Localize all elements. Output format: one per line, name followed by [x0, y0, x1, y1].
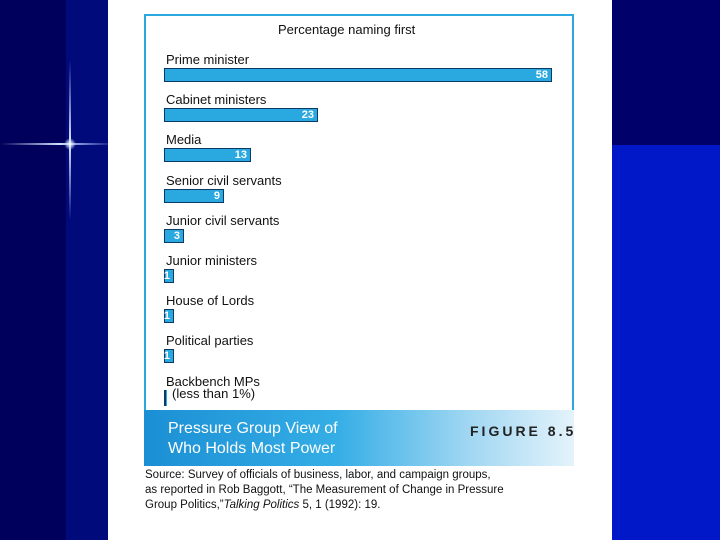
bar-value-political-parties: 1 [163, 350, 170, 362]
source-line-3-end: 5, 1 (1992): 19. [299, 499, 381, 511]
figure-title-line1: Pressure Group View of [168, 420, 338, 437]
source-citation [145, 468, 577, 513]
category-label-senior-civil-servants: Senior civil servants [166, 173, 282, 188]
backbench-note: (less than 1%) [172, 386, 256, 401]
bar-junior-ministers [164, 269, 174, 283]
category-label-cabinet-ministers: Cabinet ministers [166, 92, 267, 107]
bar-value-junior-ministers: 1 [163, 270, 170, 282]
category-label-political-parties: Political parties [166, 333, 254, 348]
bar-media [164, 148, 251, 162]
bar-value-junior-civil-servants: 3 [173, 230, 180, 242]
source-journal-title: Talking Politics [223, 499, 300, 511]
chart-title: Percentage naming first [278, 22, 416, 37]
category-label-junior-ministers: Junior ministers [166, 253, 258, 268]
bar-cabinet-ministers [164, 108, 318, 122]
bar-value-cabinet-ministers: 23 [301, 109, 314, 121]
source-line-1: Source: Survey of officials of business, labor, and campaign groups, [145, 469, 491, 481]
bar-value-media: 13 [234, 149, 247, 161]
category-label-house-of-lords: House of Lords [166, 293, 255, 308]
category-label-junior-civil-servants: Junior civil servants [166, 213, 280, 228]
slide-background-right-bottom [612, 145, 720, 540]
source-line-3 [145, 498, 577, 513]
bar-house-of-lords [164, 309, 174, 323]
source-line-3-start: Group Politics,” [145, 499, 224, 511]
category-label-prime-minister: Prime minister [166, 52, 250, 67]
bar-senior-civil-servants [164, 189, 224, 203]
sparkle-icon [64, 138, 76, 150]
figure-title-line2: Who Holds Most Power [168, 440, 336, 457]
bar-junior-civil-servants [164, 229, 184, 243]
bar-prime-minister [164, 68, 552, 82]
category-label-media: Media [166, 132, 202, 147]
bar-value-house-of-lords: 1 [163, 310, 170, 322]
source-line-2: as reported in Rob Baggott, “The Measurement of Change in Pressure [145, 484, 504, 496]
slide-background-right-top [612, 0, 720, 145]
bar-backbench-mps [164, 390, 167, 406]
sparkle-horizontal-ray [0, 143, 108, 145]
figure-number: FIGURE 8.5 [470, 423, 577, 439]
bar-value-senior-civil-servants: 9 [213, 190, 220, 202]
category-label-backbench-mps: Backbench MPs [166, 374, 260, 389]
slide-background-stripe [66, 0, 108, 540]
bar-value-prime-minister: 58 [535, 69, 548, 81]
bar-political-parties [164, 349, 174, 363]
